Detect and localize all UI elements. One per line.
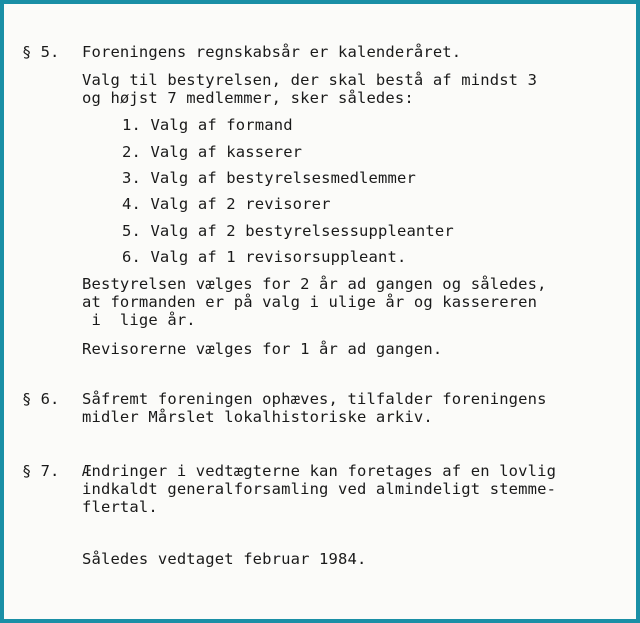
election-item: 4. Valg af 2 revisorer xyxy=(122,195,331,213)
board-term-line: Bestyrelsen vælges for 2 år ad gangen og således, xyxy=(82,275,547,293)
section-6-number: § 6. xyxy=(22,390,60,408)
section-6-line: midler Mårslet lokalhistoriske arkiv. xyxy=(82,408,433,426)
election-intro-line: og højst 7 medlemmer, sker således: xyxy=(82,89,414,107)
election-item: 5. Valg af 2 bestyrelsessuppleanter xyxy=(122,222,454,240)
election-intro-line: Valg til bestyrelsen, der skal bestå af mindst 3 xyxy=(82,71,538,89)
section-7-line: flertal. xyxy=(82,498,158,516)
election-item: 6. Valg af 1 revisorsuppleant. xyxy=(122,248,407,266)
election-item: 3. Valg af bestyrelsesmedlemmer xyxy=(122,169,416,187)
election-item: 2. Valg af kasserer xyxy=(122,143,303,161)
auditor-term-line: Revisorerne vælges for 1 år ad gangen. xyxy=(82,340,443,358)
section-5-number: § 5. xyxy=(22,43,60,61)
section-6-line: Såfremt foreningen ophæves, tilfalder foreningens xyxy=(82,390,547,408)
board-term-line: i lige år. xyxy=(82,311,196,329)
section-5-line: Foreningens regnskabsår er kalenderåret. xyxy=(82,43,462,61)
section-7-line: Ændringer i vedtægterne kan foretages af en lovlig xyxy=(82,462,557,480)
board-term-line: at formanden er på valg i ulige år og kassereren xyxy=(82,293,538,311)
section-7-number: § 7. xyxy=(22,462,60,480)
adoption-date-line: Således vedtaget februar 1984. xyxy=(82,550,367,568)
election-item: 1. Valg af formand xyxy=(122,116,293,134)
section-7-line: indkaldt generalforsamling ved almindeligt stemme- xyxy=(82,480,557,498)
